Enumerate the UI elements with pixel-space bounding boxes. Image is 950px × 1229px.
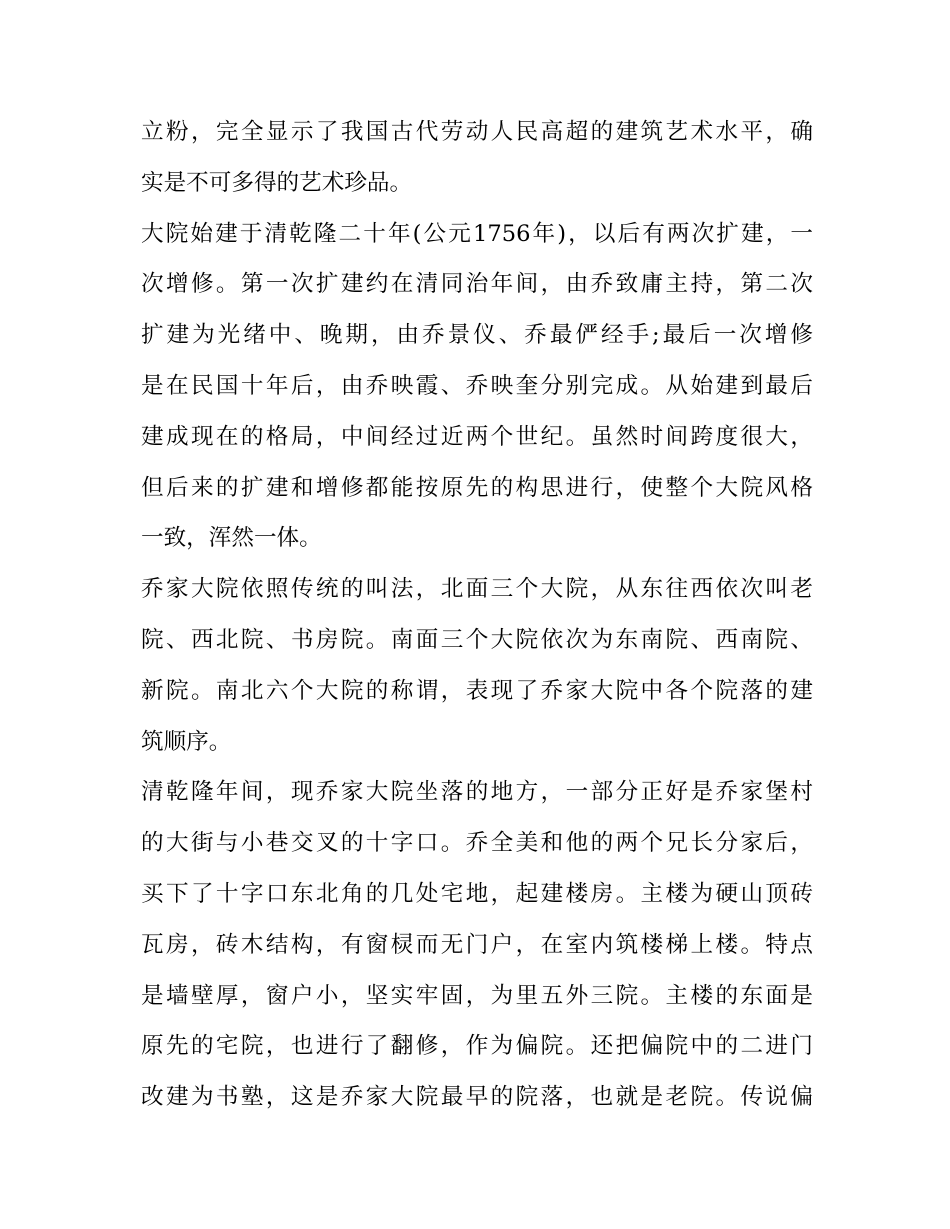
- text-line: 新院。南北六个大院的称谓，表现了乔家大院中各个院落的建: [141, 677, 813, 704]
- text-line: 原先的宅院，也进行了翻修，作为偏院。还把偏院中的二进门: [141, 1033, 813, 1060]
- text-line: 瓦房，砖木结构，有窗棂而无门户，在室内筑楼梯上楼。特点: [141, 931, 813, 958]
- text-line: 大院始建于清乾隆二十年(公元1756年)，以后有两次扩建，一: [141, 220, 813, 247]
- text-line: 建成现在的格局，中间经过近两个世纪。虽然时间跨度很大，: [141, 423, 813, 450]
- text-line: 筑顺序。: [141, 728, 232, 755]
- text-line: 次增修。第一次扩建约在清同治年间，由乔致庸主持，第二次: [141, 271, 813, 298]
- text-line: 院、西北院、书房院。南面三个大院依次为东南院、西南院、: [141, 626, 813, 653]
- text-line: 一致，浑然一体。: [141, 525, 322, 552]
- text-line: 改建为书塾，这是乔家大院最早的院落，也就是老院。传说偏: [141, 1084, 813, 1111]
- text-line: 买下了十字口东北角的几处宅地，起建楼房。主楼为硬山顶砖: [141, 880, 813, 907]
- text-line: 清乾隆年间，现乔家大院坐落的地方，一部分正好是乔家堡村: [141, 779, 813, 806]
- text-line: 立粉，完全显示了我国古代劳动人民高超的建筑艺术水平，确: [141, 119, 813, 145]
- body-text: [141, 107, 813, 1123]
- text-line: 是在民国十年后，由乔映霞、乔映奎分别完成。从始建到最后: [141, 372, 813, 399]
- text-line: 是墙壁厚，窗户小，坚实牢固，为里五外三院。主楼的东面是: [141, 982, 813, 1009]
- text-line: 实是不可多得的艺术珍品。: [141, 169, 413, 196]
- text-line: 扩建为光绪中、晚期，由乔景仪、乔最俨经手;最后一次增修: [141, 322, 813, 349]
- text-line: 但后来的扩建和增修都能按原先的构思进行，使整个大院风格: [141, 474, 813, 501]
- text-line: 的大街与小巷交叉的十字口。乔全美和他的两个兄长分家后，: [141, 830, 813, 857]
- text-line: 乔家大院依照传统的叫法，北面三个大院，从东往西依次叫老: [141, 576, 813, 603]
